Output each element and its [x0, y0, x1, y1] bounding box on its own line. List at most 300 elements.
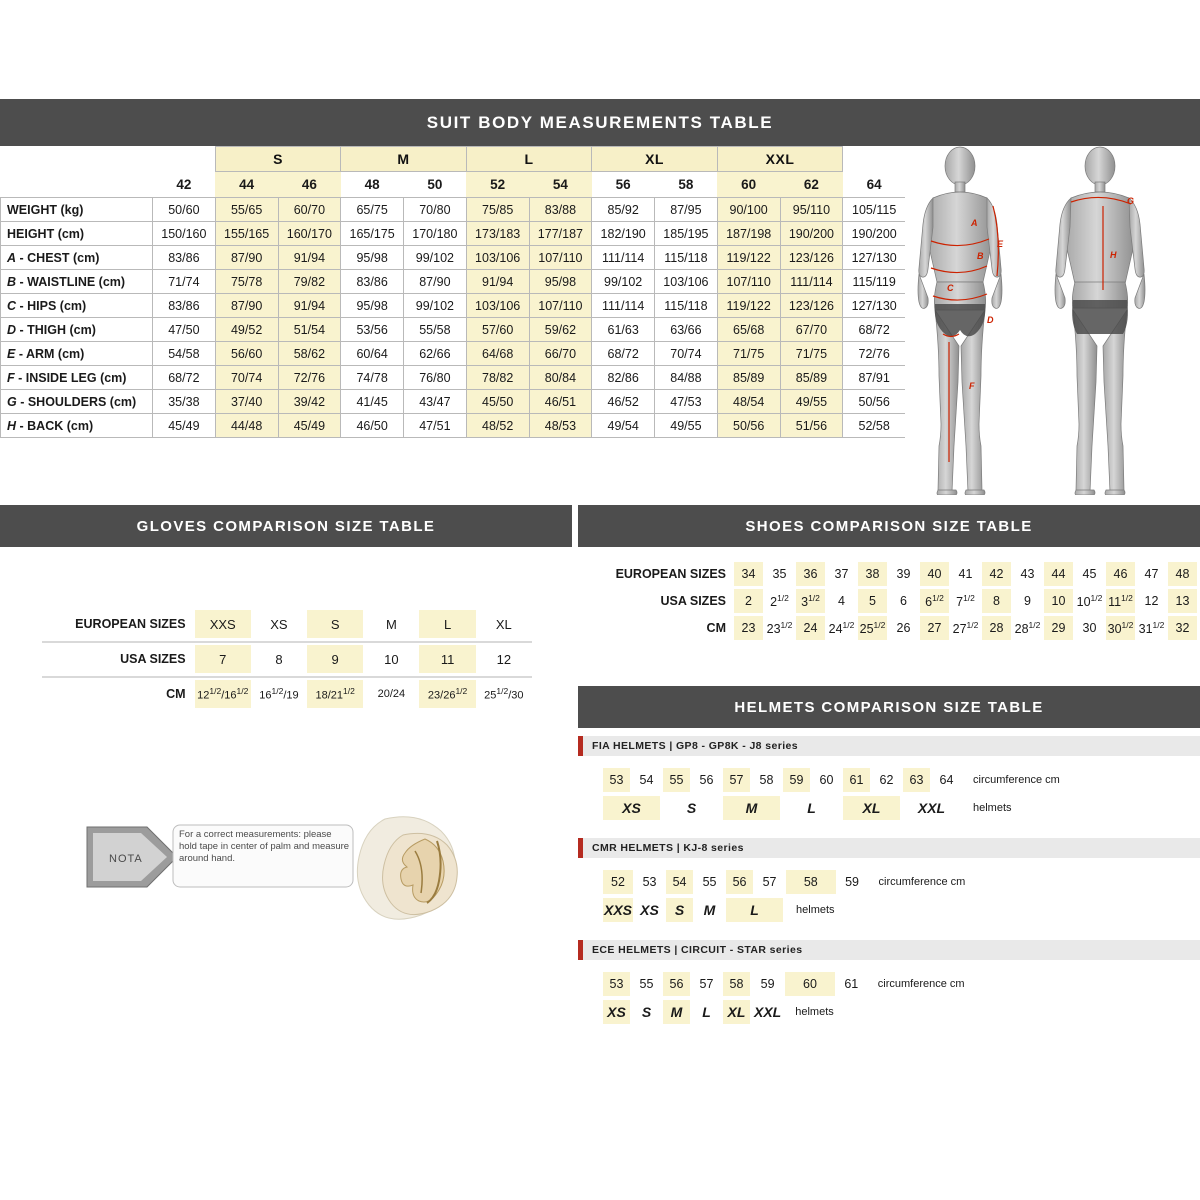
gloves-note-svg — [85, 805, 555, 935]
shoes-cell: 13 — [1168, 589, 1197, 613]
shoes-cell: $25^{1/2}$ — [858, 616, 887, 640]
suit-cell: 53/56 — [341, 318, 404, 342]
euro-size-54: 54 — [529, 172, 592, 198]
suit-table-wrapper — [0, 146, 905, 438]
suit-cell: 61/63 — [592, 318, 655, 342]
suit-cell: 50/60 — [153, 198, 216, 222]
shoes-cell: $6^{1/2}$ — [920, 589, 949, 613]
shoes-cell: 30 — [1082, 621, 1097, 635]
gloves-cm-4: $23/26^{1/2}$ — [419, 680, 475, 708]
suit-cell: 60/64 — [341, 342, 404, 366]
suit-cell: 83/86 — [153, 294, 216, 318]
suit-cell: 70/74 — [655, 342, 718, 366]
suit-cell: 56/60 — [215, 342, 278, 366]
suit-cell: 83/86 — [153, 246, 216, 270]
suit-cell: 48/52 — [466, 414, 529, 438]
suit-cell: 48/54 — [717, 390, 780, 414]
shoes-cell: 36 — [796, 562, 825, 586]
suit-cell: 127/130 — [843, 294, 906, 318]
suit-row-label: B - WAISTLINE (cm) — [1, 270, 153, 294]
marker-A: A — [971, 218, 978, 228]
helmet-circumference-cell: 55 — [702, 875, 717, 889]
shoes-cell: 47 — [1144, 567, 1159, 581]
shoes-row-label: CM — [706, 621, 726, 635]
table-row — [1, 390, 906, 414]
shoes-cell: 34 — [734, 562, 763, 586]
suit-row-label: D - THIGH (cm) — [1, 318, 153, 342]
helmet-circumference-cell: 58 — [723, 972, 750, 996]
helmet-circumference-cell: 59 — [845, 875, 859, 889]
suit-cell: 187/198 — [717, 222, 780, 246]
gloves-rule-row-2 — [42, 673, 532, 680]
suit-cell: 111/114 — [592, 246, 655, 270]
suit-cell: 87/90 — [215, 246, 278, 270]
helmet-circumference-row — [603, 972, 1028, 996]
marker-G: G — [1127, 196, 1135, 206]
suit-cell: 111/114 — [780, 270, 843, 294]
suit-row-label: WEIGHT (kg) — [1, 198, 153, 222]
shoes-cell: 29 — [1044, 616, 1073, 640]
suit-row-label: E - ARM (cm) — [1, 342, 153, 366]
helmet-size-table — [600, 968, 1031, 1028]
suit-cell: 46/51 — [529, 390, 592, 414]
marker-F: F — [969, 381, 975, 391]
gloves-euro-1: XS — [270, 616, 288, 632]
table-row — [612, 562, 1197, 586]
helmet-size-cell: L — [702, 1004, 711, 1020]
suit-cell: 182/190 — [592, 222, 655, 246]
suit-cell: 68/72 — [592, 342, 655, 366]
suit-cell: 119/122 — [717, 246, 780, 270]
shoes-comparison-table — [610, 559, 1199, 643]
shoes-cell: $28^{1/2}$ — [1014, 619, 1041, 637]
suit-cell: 67/70 — [780, 318, 843, 342]
helmets-section — [578, 686, 1200, 1096]
table-row — [1, 318, 906, 342]
suit-cell: 105/115 — [843, 198, 906, 222]
suit-cell: 85/89 — [780, 366, 843, 390]
gloves-usa-row — [42, 645, 532, 673]
header-blank — [1, 172, 153, 198]
table-row — [1, 366, 906, 390]
table-row — [1, 414, 906, 438]
shoes-table-body — [612, 562, 1197, 640]
helmet-size-cell: L — [726, 898, 783, 922]
suit-cell: 95/98 — [341, 246, 404, 270]
suit-euro-size-header-row — [1, 172, 906, 198]
shoes-cell: 48 — [1168, 562, 1197, 586]
helmet-note-circumference: circumference cm — [878, 876, 966, 888]
gloves-euro-row — [42, 610, 532, 638]
suit-cell: 185/195 — [655, 222, 718, 246]
suit-row-label: H - BACK (cm) — [1, 414, 153, 438]
spacer-cell — [843, 147, 906, 172]
helmets-section-title: HELMETS COMPARISON SIZE TABLE — [578, 686, 1200, 728]
suit-cell: 107/110 — [529, 294, 592, 318]
suit-cell: 87/95 — [655, 198, 718, 222]
suit-cell: 190/200 — [843, 222, 906, 246]
helmet-circumference-cell: 61 — [843, 768, 870, 792]
marker-C: C — [947, 283, 954, 293]
helmet-circumference-cell: 59 — [783, 768, 810, 792]
marker-D: D — [987, 315, 994, 325]
suit-cell: 75/78 — [215, 270, 278, 294]
shoes-cell: 27 — [920, 616, 949, 640]
suit-cell: 48/53 — [529, 414, 592, 438]
helmet-circumference-cell: 52 — [603, 870, 633, 894]
helmet-size-cell: L — [807, 800, 816, 816]
gloves-euro-2: S — [307, 610, 363, 638]
suit-cell: 173/183 — [466, 222, 529, 246]
suit-cell: 99/102 — [404, 294, 467, 318]
suit-cell: 72/76 — [278, 366, 341, 390]
shoes-cell: 2 — [734, 589, 763, 613]
table-row — [1, 198, 906, 222]
suit-cell: 70/74 — [215, 366, 278, 390]
helmet-circumference-cell: 53 — [642, 875, 657, 889]
helmet-circumference-cell: 58 — [786, 870, 836, 894]
helmet-circumference-cell: 60 — [819, 773, 834, 787]
suit-cell: 119/122 — [717, 294, 780, 318]
helmet-group — [578, 940, 1200, 1028]
gloves-usa-1: 8 — [275, 651, 283, 667]
suit-cell: 103/106 — [466, 246, 529, 270]
suit-cell: 80/84 — [529, 366, 592, 390]
suit-cell: 66/70 — [529, 342, 592, 366]
helmet-group — [578, 736, 1200, 824]
suit-cell: 99/102 — [592, 270, 655, 294]
suit-cell: 70/80 — [404, 198, 467, 222]
suit-cell: 107/110 — [529, 246, 592, 270]
suit-cell: 45/49 — [153, 414, 216, 438]
table-row — [612, 616, 1197, 640]
helmet-circumference-cell: 56 — [663, 972, 690, 996]
suit-cell: 35/38 — [153, 390, 216, 414]
helmet-size-row — [603, 898, 1029, 922]
suit-cell: 150/160 — [153, 222, 216, 246]
shoes-cell: 37 — [834, 567, 849, 581]
helmet-circumference-cell: 59 — [760, 977, 775, 991]
helmet-circumference-cell: 54 — [666, 870, 693, 894]
suit-cell: 50/56 — [717, 414, 780, 438]
helmet-circumference-row — [603, 768, 1123, 792]
size-group-xl: XL — [592, 147, 718, 172]
gloves-section — [0, 505, 572, 965]
suit-measurements-table — [0, 146, 906, 438]
shoes-cell: $30^{1/2}$ — [1106, 616, 1135, 640]
euro-size-42: 42 — [176, 176, 192, 192]
suit-cell: 165/175 — [341, 222, 404, 246]
shoes-section — [578, 505, 1200, 680]
shoes-cell: 32 — [1168, 616, 1197, 640]
suit-cell: 55/65 — [215, 198, 278, 222]
suit-cell: 74/78 — [341, 366, 404, 390]
suit-cell: 87/90 — [404, 270, 467, 294]
suit-cell: 78/82 — [466, 366, 529, 390]
suit-cell: 47/53 — [655, 390, 718, 414]
helmet-circumference-cell: 61 — [844, 977, 859, 991]
shoes-cell: $24^{1/2}$ — [828, 619, 855, 637]
gloves-cm-2: $18/21^{1/2}$ — [307, 680, 363, 708]
nota-badge-label: NOTA — [109, 853, 143, 865]
shoes-cell: $27^{1/2}$ — [952, 619, 979, 637]
euro-size-64: 64 — [866, 176, 882, 192]
helmet-circumference-cell: 57 — [699, 977, 714, 991]
helmet-circumference-cell: 62 — [879, 773, 894, 787]
suit-cell: 155/165 — [215, 222, 278, 246]
suit-cell: 65/75 — [341, 198, 404, 222]
shoes-cell: $31^{1/2}$ — [1138, 619, 1165, 637]
suit-cell: 123/126 — [780, 246, 843, 270]
suit-cell: 51/54 — [278, 318, 341, 342]
table-row — [1, 270, 906, 294]
suit-size-group-row — [1, 147, 906, 172]
helmet-circumference-cell: 57 — [723, 768, 750, 792]
helmet-circumference-cell: 64 — [939, 773, 954, 787]
shoes-cell: 38 — [858, 562, 887, 586]
suit-cell: 103/106 — [655, 270, 718, 294]
gloves-usa-2: 9 — [307, 645, 363, 673]
suit-cell: 49/55 — [655, 414, 718, 438]
gloves-row-label-usa: USA SIZES — [120, 652, 186, 666]
helmet-size-cell: S — [666, 898, 693, 922]
shoes-cell: 44 — [1044, 562, 1073, 586]
shoes-cell: 42 — [982, 562, 1011, 586]
gloves-usa-5: 12 — [496, 651, 512, 667]
euro-size-62: 62 — [780, 172, 843, 198]
helmet-size-cell: XL — [723, 1000, 750, 1024]
gloves-cm-row — [42, 680, 532, 708]
helmet-group-title: ECE HELMETS | CIRCUIT - STAR series — [578, 940, 1200, 960]
suit-cell: 64/68 — [466, 342, 529, 366]
shoes-row-label: USA SIZES — [660, 594, 726, 608]
shoes-cell: 23 — [734, 616, 763, 640]
suit-cell: 46/50 — [341, 414, 404, 438]
suit-cell: 68/72 — [843, 318, 906, 342]
suit-cell: 50/56 — [843, 390, 906, 414]
gloves-rule-row — [42, 638, 532, 645]
body-figures-illustration — [905, 146, 1200, 495]
size-group-m: M — [341, 147, 467, 172]
helmet-circumference-cell: 56 — [726, 870, 753, 894]
helmet-circumference-cell: 55 — [663, 768, 690, 792]
suit-cell: 49/55 — [780, 390, 843, 414]
shoes-cell: 45 — [1082, 567, 1097, 581]
suit-cell: 54/58 — [153, 342, 216, 366]
helmet-note-helmets: helmets — [795, 1006, 834, 1018]
gloves-row-label-cm: CM — [166, 687, 186, 701]
suit-section-title: SUIT BODY MEASUREMENTS TABLE — [0, 99, 1200, 146]
suit-cell: 103/106 — [466, 294, 529, 318]
nota-text: For a correct measurements: please hold tape in center of palm and measure around hand. — [179, 829, 350, 864]
helmet-circumference-cell: 54 — [639, 773, 654, 787]
helmet-size-table — [600, 866, 1032, 926]
shoes-cell: $11^{1/2}$ — [1106, 589, 1135, 613]
suit-cell: 71/74 — [153, 270, 216, 294]
shoes-table-wrapper — [610, 559, 1190, 643]
suit-cell: 57/60 — [466, 318, 529, 342]
shoes-cell: 8 — [982, 589, 1011, 613]
shoes-cell: 39 — [896, 567, 911, 581]
suit-cell: 84/88 — [655, 366, 718, 390]
suit-cell: 91/94 — [278, 246, 341, 270]
shoes-cell: $10^{1/2}$ — [1076, 592, 1103, 610]
shoes-cell: 35 — [772, 567, 787, 581]
gloves-cm-3: 20/24 — [377, 688, 406, 700]
suit-cell: 115/118 — [655, 294, 718, 318]
suit-cell: 85/92 — [592, 198, 655, 222]
helmet-size-cell: XXS — [603, 898, 633, 922]
shoes-cell: 9 — [1024, 594, 1031, 608]
helmet-size-cell: XS — [640, 902, 659, 918]
helmet-circumference-cell: 55 — [639, 977, 654, 991]
divider — [42, 676, 532, 678]
suit-cell: 58/62 — [278, 342, 341, 366]
suit-cell: 90/100 — [717, 198, 780, 222]
suit-cell: 115/119 — [843, 270, 906, 294]
euro-size-58: 58 — [678, 177, 694, 192]
gloves-cm-5: $25^{1/2}/30$ — [484, 686, 524, 702]
size-group-l: L — [466, 147, 592, 172]
gloves-usa-3: 10 — [384, 651, 399, 667]
suit-cell: 127/130 — [843, 246, 906, 270]
helmet-groups-container — [578, 736, 1200, 1042]
suit-cell: 75/85 — [466, 198, 529, 222]
helmet-note-helmets: helmets — [796, 904, 835, 916]
gloves-euro-5: XL — [495, 616, 512, 632]
suit-cell: 82/86 — [592, 366, 655, 390]
suit-cell: 51/56 — [780, 414, 843, 438]
marker-H: H — [1110, 250, 1117, 260]
suit-cell: 49/54 — [592, 414, 655, 438]
marker-E: E — [997, 239, 1004, 249]
suit-cell: 91/94 — [466, 270, 529, 294]
euro-size-44: 44 — [215, 172, 278, 198]
suit-cell: 49/52 — [215, 318, 278, 342]
helmet-size-row — [603, 1000, 1028, 1024]
helmet-note-circumference: circumference cm — [973, 774, 1060, 786]
suit-cell: 60/70 — [278, 198, 341, 222]
euro-size-52: 52 — [466, 172, 529, 198]
helmet-size-cell: S — [686, 800, 697, 816]
suit-cell: 52/58 — [843, 414, 906, 438]
gloves-note-block — [85, 805, 555, 935]
helmet-circumference-cell: 53 — [603, 768, 630, 792]
suit-row-label: C - HIPS (cm) — [1, 294, 153, 318]
suit-cell: 95/110 — [780, 198, 843, 222]
divider — [42, 641, 532, 643]
suit-cell: 95/98 — [529, 270, 592, 294]
suit-cell: 68/72 — [153, 366, 216, 390]
suit-cell: 55/58 — [404, 318, 467, 342]
gloves-table-wrapper — [42, 610, 532, 708]
shoes-cell: 28 — [982, 616, 1011, 640]
helmet-circumference-cell: 53 — [603, 972, 630, 996]
suit-cell: 44/48 — [215, 414, 278, 438]
helmet-group-title: FIA HELMETS | GP8 - GP8K - J8 series — [578, 736, 1200, 756]
suit-cell: 62/66 — [404, 342, 467, 366]
suit-cell: 123/126 — [780, 294, 843, 318]
suit-section — [0, 99, 1200, 495]
shoes-cell: 6 — [900, 594, 907, 608]
suit-cell: 72/76 — [843, 342, 906, 366]
shoes-cell: $3^{1/2}$ — [796, 589, 825, 613]
spacer-cell — [1, 147, 153, 172]
helmet-circumference-row — [603, 870, 1029, 894]
helmet-size-row — [603, 796, 1123, 820]
suit-cell: 41/45 — [341, 390, 404, 414]
table-row — [612, 589, 1197, 613]
suit-row-label: HEIGHT (cm) — [1, 222, 153, 246]
shoes-cell: 26 — [896, 621, 911, 635]
gloves-usa-0: 7 — [195, 645, 251, 673]
euro-size-46: 46 — [278, 172, 341, 198]
helmet-group-title: CMR HELMETS | KJ-8 series — [578, 838, 1200, 858]
suit-cell: 71/75 — [717, 342, 780, 366]
suit-table-body — [1, 198, 906, 438]
suit-cell: 37/40 — [215, 390, 278, 414]
suit-cell: 177/187 — [529, 222, 592, 246]
body-figures-svg — [905, 146, 1200, 495]
suit-cell: 85/89 — [717, 366, 780, 390]
shoes-cell: 10 — [1044, 589, 1073, 613]
euro-size-56: 56 — [615, 177, 631, 192]
table-row — [1, 246, 906, 270]
suit-cell: 91/94 — [278, 294, 341, 318]
gloves-cm-0: $12^{1/2}/16^{1/2}$ — [195, 680, 251, 708]
suit-cell: 59/62 — [529, 318, 592, 342]
helmet-circumference-cell: 58 — [759, 773, 774, 787]
gloves-comparison-table — [42, 610, 532, 708]
suit-row-label: A - CHEST (cm) — [1, 246, 153, 270]
suit-row-label: G - SHOULDERS (cm) — [1, 390, 153, 414]
suit-cell: 83/88 — [529, 198, 592, 222]
euro-size-60: 60 — [717, 172, 780, 198]
suit-cell: 46/52 — [592, 390, 655, 414]
suit-cell: 160/170 — [278, 222, 341, 246]
shoes-cell: 43 — [1020, 567, 1035, 581]
helmet-size-cell: XL — [843, 796, 900, 820]
helmet-size-cell: M — [663, 1000, 690, 1024]
suit-row-label: F - INSIDE LEG (cm) — [1, 366, 153, 390]
shoes-cell: $2^{1/2}$ — [770, 592, 789, 610]
suit-cell: 65/68 — [717, 318, 780, 342]
helmet-size-cell: M — [723, 796, 780, 820]
suit-cell: 87/91 — [843, 366, 906, 390]
helmet-size-cell: XXL — [917, 800, 946, 816]
shoes-cell: 46 — [1106, 562, 1135, 586]
suit-cell: 95/98 — [341, 294, 404, 318]
suit-cell: 79/82 — [278, 270, 341, 294]
helmet-size-cell: XS — [603, 1000, 630, 1024]
suit-cell: 45/49 — [278, 414, 341, 438]
suit-cell: 107/110 — [717, 270, 780, 294]
shoes-cell: 5 — [858, 589, 887, 613]
table-row — [1, 342, 906, 366]
spacer-cell — [153, 147, 216, 172]
gloves-usa-4: 11 — [419, 645, 475, 673]
size-group-s: S — [215, 147, 341, 172]
shoes-cell: 41 — [958, 567, 973, 581]
shoes-cell: $23^{1/2}$ — [766, 619, 793, 637]
suit-cell: 45/50 — [466, 390, 529, 414]
shoes-cell: 12 — [1144, 594, 1159, 608]
helmet-circumference-cell: 56 — [699, 773, 714, 787]
shoes-cell: 24 — [796, 616, 825, 640]
helmet-note-circumference: circumference cm — [877, 978, 965, 990]
suit-cell: 63/66 — [655, 318, 718, 342]
table-row — [1, 222, 906, 246]
